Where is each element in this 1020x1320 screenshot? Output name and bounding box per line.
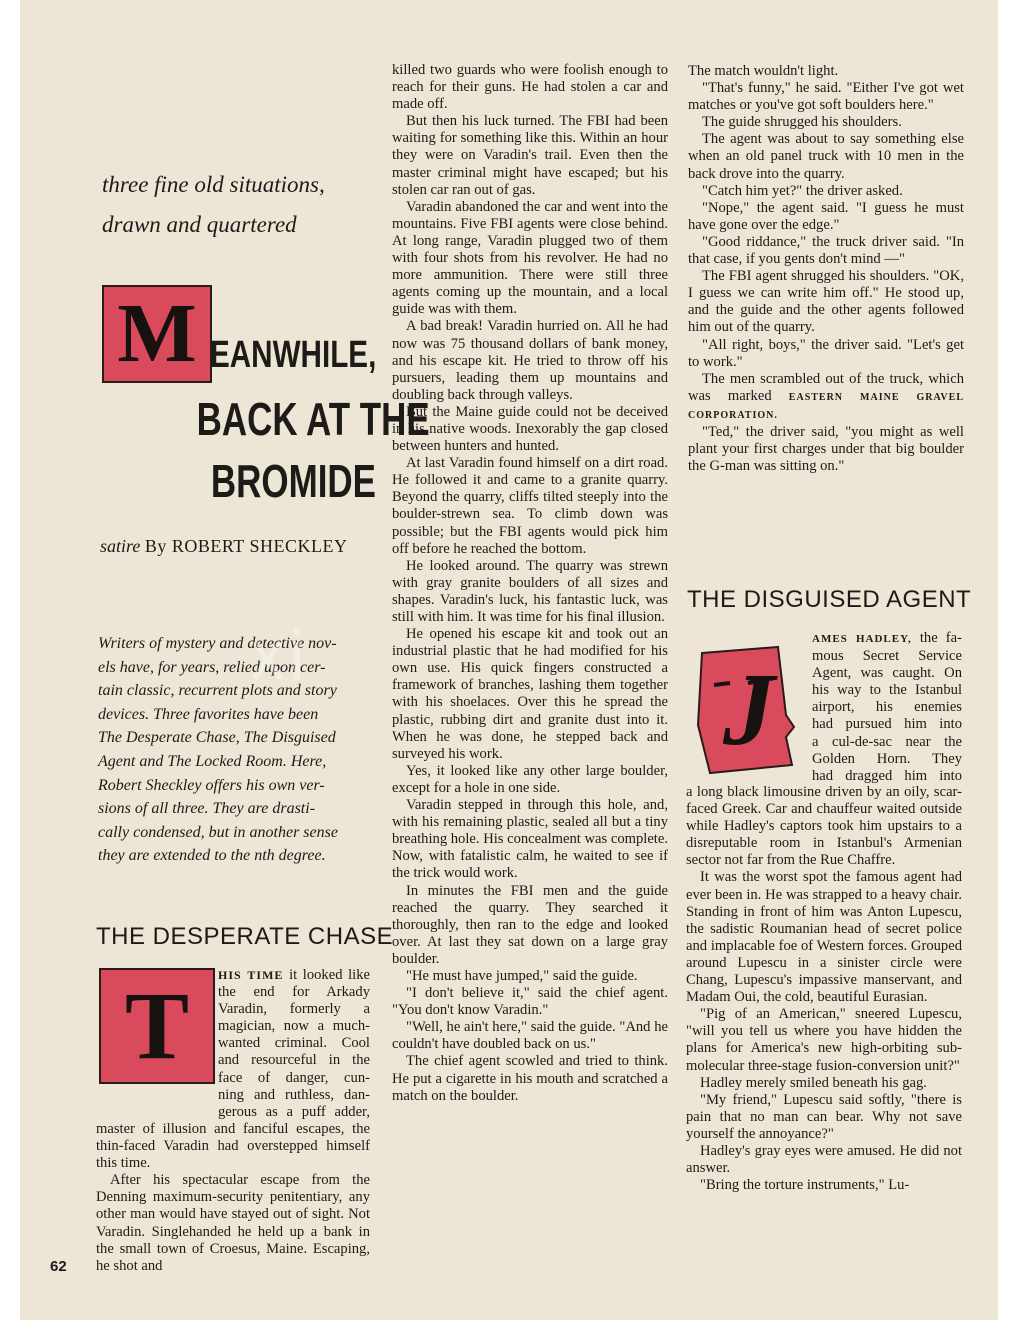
paragraph: In minutes the FBI men and the guide reached the quarry. They searched it thoroughly, then ran to the edge and looked over. At last they sat down on a large gray boulder. (392, 882, 668, 967)
section-heading-disguised-agent: THE DISGUISED AGENT (687, 586, 972, 613)
paragraph: "Ted," the driver said, "you might as well plant your first charges under that big boulder the G-man was sitting on." (688, 423, 964, 475)
wrap-line: a cul-de-sac near the (812, 733, 962, 750)
paragraph: "Bring the torture instruments," Lu- (700, 1177, 910, 1194)
intro-line: Robert Sheckley offers his own ver- (98, 776, 325, 794)
magazine-page (20, 0, 998, 1320)
intro-line: Writers of mystery and detective nov- (98, 635, 337, 652)
wrap-line: mous Secret Service (812, 648, 962, 665)
paragraph: Varadin abandoned the car and went into the mountains. Five FBI agents were close behind. At long range, Varadin plugged two of them with four shots from his revolver. He had no more ammunition. There were still three agents coming up the mountain, and a local guide was with them. (392, 198, 668, 318)
intro-line: devices. Three favorites have been (98, 705, 319, 723)
byline-genre: satire (100, 536, 141, 556)
intro-line: they are extended to the nth degree. (98, 847, 326, 865)
wrap-line: gerous as a puff adder, (218, 1103, 370, 1120)
paragraph: "All right, boys," the driver said. "Let's get to work." (688, 336, 964, 370)
paragraph: He opened his escape kit and took out an industrial plastic that he had modified for his own use. His quick fingers constructed a framework of branches, lashing them together with his shoelaces. Over this he spread the plastic, rubbing dirt and granite dust into it. When he was done, he stepped back and surveyed his work. (392, 626, 668, 762)
paragraph: But then his luck turned. The FBI had been waiting for something like this. Within an hour they were on Varadin's trail. Even then the master criminal might have escaped; but his stolen car ran out of gas. (392, 113, 668, 198)
paragraph: The chief agent scowled and tried to think. He put a cigarette in his mouth and scratched a match on the boulder. (392, 1053, 668, 1104)
wrap-line: the end for Arkady (218, 984, 370, 1001)
section2-body (686, 784, 962, 1194)
section-heading-desperate-chase: THE DESPERATE CHASE (96, 923, 394, 950)
intro (98, 632, 370, 868)
paragraph: killed two guards who were foolish enough to reach for their guns. He had stolen a car and made off. (392, 62, 668, 113)
section2-initial-box (694, 645, 804, 775)
wrap-line: the fa- (919, 630, 962, 646)
paragraph: "Nope," the agent said. "I guess he must have gone over the edge." (688, 199, 964, 233)
page-number: 62 (50, 1258, 67, 1275)
kicker-line-1: three fine old situations, (102, 172, 325, 197)
title-line-3: BROMIDE (210, 455, 376, 507)
wrap-line: had dragged him into (812, 767, 962, 784)
wrap-line: Agent, was caught. On (812, 665, 962, 682)
section1-body (96, 1121, 370, 1275)
paragraph: A bad break! Varadin hurried on. All he had now was 75 thousand dollars of bank money, and his escape kit. He tried to throw off his pursuers, leading them up mountains and doubling back through valleys. (392, 318, 668, 403)
paragraph: The agent was about to say something else when an old panel truck with 10 men in the back drove into the quarry. (688, 131, 964, 182)
paragraph: Yes, it looked like any other large boulder, except for a hole in one side. (392, 762, 668, 796)
paragraph: At last Varadin found himself on a dirt road. He followed it and came to a granite quarry. Beyond the quarry, cliffs tilted steeply into the boulder-strewn sea. To climb down was possible; but the FBI agents would pick him off before he reached the bottom. (392, 455, 668, 557)
truck-marking: EASTERN MAINE GRAVEL CORPORATION. (688, 391, 964, 421)
wrap-line: ning and ruthless, dan- (218, 1086, 370, 1103)
paragraph: He looked around. The quarry was strewn with gray granite boulders of all sizes and shapes. Varadin's luck, his fantastic luck, was still with him. It was time for his final illusion. (392, 557, 668, 625)
kicker-line-2: drawn and quartered (102, 212, 297, 237)
paragraph: "Good riddance," the truck driver said. "In that case, if you gents don't mind —" (688, 233, 964, 268)
column-2 (392, 62, 668, 1105)
paragraph: Hadley merely smiled beneath his gag. (700, 1074, 927, 1091)
byline-author: By ROBERT SHECKLEY (144, 536, 348, 556)
section1-initial-letter: T (124, 972, 190, 1079)
title-line-1: EANWHILE, (210, 334, 377, 376)
paragraph: The FBI agent shrugged his shoulders. "OK, I guess we can write him off." He stood up, and the guide and the other agents followed him out of the quarry. (688, 268, 964, 336)
paragraph: a long black limousine driven by an oily, scar-faced Greek. Car and chauffeur waited outside while Hadley's captors took him upstairs to a disreputable room in Istanbul's Armenian sector not far from the Rue Chaffre. (686, 784, 962, 869)
column-3 (688, 63, 964, 475)
section1-lead-caps: HIS TIME (218, 968, 284, 982)
paragraph: "That's funny," he said. "Either I've got wet matches or you've got soft boulders here." (688, 80, 964, 114)
title-initial-letter: M (117, 287, 197, 380)
paragraph: But the Maine guide could not be deceived in his native woods. Inexorably the gap closed between hunters and hunted. (392, 403, 668, 455)
intro-line: tain classic, recurrent plots and story (98, 682, 337, 700)
wrap-line: Golden Horn. They (812, 750, 962, 767)
section1-wrap (218, 967, 370, 1121)
watermark: xi (250, 616, 309, 694)
wrap-line: and resourceful in the (218, 1052, 370, 1069)
paragraph: "Well, he ain't here," said the guide. "And he couldn't have doubled back on us." (392, 1019, 668, 1053)
kicker (102, 165, 392, 245)
wrap-line: face of danger, cun- (218, 1069, 370, 1086)
wrap-line: it looked like (289, 967, 371, 983)
paragraph: The guide shrugged his shoulders. (702, 114, 902, 131)
wrap-line: magician, now a much- (218, 1018, 370, 1035)
paragraph: It was the worst spot the famous agent had ever been in. He was strapped to a heavy chair. Standing in front of him was Anton Lupescu, the sadistic Roumanian head of secret police and implacable foe of Western forces. Grouped around Lupescu in a sinister circle were Chang, Lupescu's impassive manservant, and Madam Oui, the cold, beautiful Eurasian. (686, 869, 962, 1006)
intro-line: sions of all three. They are drasti- (98, 800, 316, 818)
paragraph: "I don't believe it," said the chief agent. "You don't know Varadin." (392, 985, 668, 1019)
title-line-2: BACK AT THE (196, 393, 430, 445)
paragraph: "Catch him yet?" the driver asked. (702, 182, 903, 199)
title-initial-box (102, 285, 212, 383)
paragraph (688, 371, 964, 424)
wrap-line: wanted criminal. Cool (218, 1035, 370, 1052)
paragraph-text: The men scrambled out of the truck, which was marked (688, 370, 964, 404)
intro-line: The Desperate Chase, The Disguised (98, 729, 336, 747)
paragraph: After his spectacular escape from the Denning maximum-security penitentiary, any other man would have stayed out of sight. Not Varadin. Singlehanded he held up a bank in the small town of Croesus, Maine. Escaping, he shot and (96, 1172, 370, 1274)
paragraph: "Pig of an American," sneered Lupescu, "will you tell us where you have hidden the plans for America's new high-orbiting sub-molecular three-stage fusion-conversion unit?" (686, 1006, 962, 1074)
intro-line: Agent and The Locked Room. Here, (98, 752, 327, 770)
paragraph: "My friend," Lupescu said softly, "there is pain that no man can bear. Why not save yourself the annoyance?" (686, 1091, 962, 1142)
wrap-line: had pursued him into (812, 716, 962, 733)
paragraph: master of illusion and fanciful escapes, the thin-faced Varadin had overstepped himself this time. (96, 1121, 370, 1172)
section2-lead-caps: AMES HADLEY, (812, 633, 912, 645)
paragraph: Varadin stepped in through this hole, and, with his remaining plastic, sealed all but a tiny breathing hole. His concealment was complete. Now, with fatalistic calm, he waited to see if the trick would work. (392, 797, 668, 882)
paragraph: "He must have jumped," said the guide. (406, 967, 638, 984)
intro-line: els have, for years, relied upon cer- (98, 658, 326, 676)
byline (100, 535, 400, 557)
paragraph: Hadley's gray eyes were amused. He did not answer. (686, 1142, 962, 1177)
wrap-line: airport, his enemies (812, 699, 962, 716)
wrap-line: his way to the Istanbul (812, 682, 962, 699)
section1-initial-box (99, 968, 215, 1084)
paragraph: The match wouldn't light. (688, 63, 839, 79)
section2-wrap (812, 630, 962, 785)
intro-line: cally condensed, but in another sense (98, 823, 338, 841)
wrap-line: Varadin, formerly a (218, 1001, 370, 1018)
section2-initial-letter: J (723, 652, 775, 767)
